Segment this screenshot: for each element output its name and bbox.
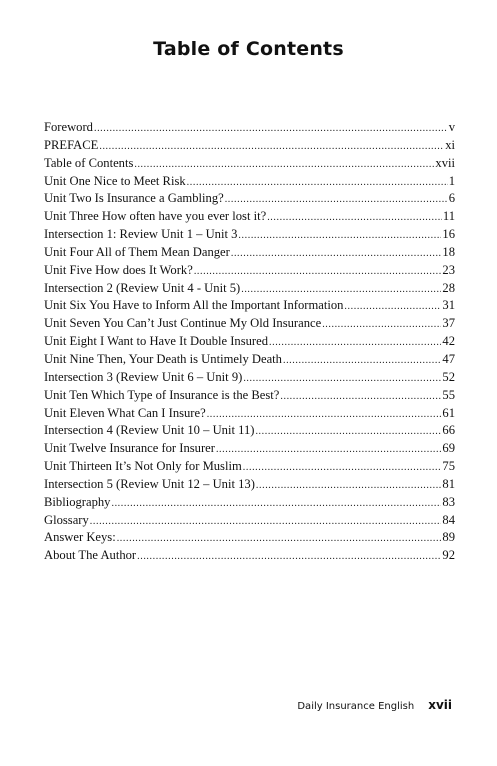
toc-entry-page-number: 81 <box>442 476 455 491</box>
toc-entry-page-number: 16 <box>442 227 455 242</box>
toc-entry[interactable] <box>44 440 455 458</box>
toc-entry-title: Intersection 5 (Review Unit 12 – Unit 13) <box>44 476 255 491</box>
toc-entry-page-number: 31 <box>442 298 455 313</box>
dot-leader <box>207 406 442 424</box>
toc-entry[interactable] <box>44 333 455 351</box>
toc-entry[interactable] <box>44 297 455 315</box>
dot-leader <box>216 441 441 459</box>
toc-entry-page-number: 55 <box>442 387 455 402</box>
dot-leader <box>99 138 444 156</box>
toc-entry[interactable] <box>44 155 455 173</box>
toc-entry[interactable] <box>44 387 455 405</box>
toc-entry-title: Intersection 3 (Review Unit 6 – Unit 9) <box>44 369 243 384</box>
toc-entry-title: Unit Twelve Insurance for Insurer <box>44 441 215 456</box>
dot-leader <box>243 370 441 388</box>
dot-leader <box>231 245 442 263</box>
toc-entry-title: Unit Seven You Can’t Just Continue My Old Insurance <box>44 316 322 331</box>
toc-entry-title: Intersection 2 (Review Unit 4 - Unit 5) <box>44 280 241 295</box>
toc-entry-page-number: 37 <box>442 316 455 331</box>
toc-entry[interactable] <box>44 244 455 262</box>
dot-leader <box>241 281 441 299</box>
toc-entry-page-number: 61 <box>442 405 455 420</box>
toc-entry-title: PREFACE <box>44 137 99 152</box>
toc-entry-page-number: 1 <box>448 173 455 188</box>
dot-leader <box>225 191 448 209</box>
toc-entry-title: Unit Nine Then, Your Death is Untimely Death <box>44 351 282 366</box>
dot-leader <box>344 298 441 316</box>
toc-entry-page-number: 18 <box>442 244 455 259</box>
toc-entry-title: Unit Ten Which Type of Insurance is the Best? <box>44 387 280 402</box>
toc-entry-page-number: 84 <box>442 512 455 527</box>
toc-entry[interactable] <box>44 529 455 547</box>
dot-leader <box>267 209 442 227</box>
toc-entry-page-number: xvii <box>435 155 455 170</box>
dot-leader <box>243 459 442 477</box>
toc-entry-title: Intersection 1: Review Unit 1 – Unit 3 <box>44 227 238 242</box>
dot-leader <box>269 334 441 352</box>
dot-leader <box>94 120 448 138</box>
toc-entry-page-number: 23 <box>442 262 455 277</box>
toc-entry-title: Unit Eleven What Can I Insure? <box>44 405 206 420</box>
toc-entry[interactable] <box>44 173 455 191</box>
toc-entry-page-number: 92 <box>442 548 455 563</box>
toc-entry[interactable] <box>44 262 455 280</box>
dot-leader <box>117 530 442 548</box>
toc-entry-title: Unit Eight I Want to Have It Double Insured <box>44 334 268 349</box>
toc-entry-title: About The Author <box>44 548 137 563</box>
toc-entry[interactable] <box>44 458 455 476</box>
toc-entry[interactable] <box>44 351 455 369</box>
toc-entry[interactable] <box>44 422 455 440</box>
dot-leader <box>283 352 441 370</box>
dot-leader <box>134 156 434 174</box>
toc-entry-title: Unit Six You Have to Inform All the Important Information <box>44 298 344 313</box>
toc-entry-page-number: 75 <box>442 459 455 474</box>
toc-entry-title: Table of Contents <box>44 155 134 170</box>
page-footer <box>297 698 452 712</box>
toc-entry[interactable] <box>44 190 455 208</box>
footer-book-title: Daily Insurance English <box>297 701 415 712</box>
toc-entry-page-number: xi <box>445 137 455 152</box>
toc-entry-title: Foreword <box>44 120 93 134</box>
toc-entry[interactable] <box>44 119 455 137</box>
dot-leader <box>322 316 441 334</box>
toc-entry-title: Unit One Nice to Meet Risk <box>44 173 186 188</box>
toc-entry[interactable] <box>44 369 455 387</box>
toc-entry-title: Unit Five How does It Work? <box>44 262 193 277</box>
toc-entry-title: Glossary <box>44 512 89 527</box>
dot-leader <box>187 174 448 192</box>
toc-entry-page-number: v <box>448 120 455 134</box>
toc-entry[interactable] <box>44 137 455 155</box>
toc-entry[interactable] <box>44 226 455 244</box>
toc-list <box>44 119 455 565</box>
toc-entry-page-number: 66 <box>442 423 455 438</box>
toc-entry-title: Unit Thirteen It’s Not Only for Muslim <box>44 459 242 474</box>
toc-entry-page-number: 11 <box>442 209 455 224</box>
toc-entry[interactable] <box>44 280 455 298</box>
toc-entry-page-number: 89 <box>442 530 455 545</box>
dot-leader <box>194 263 442 281</box>
toc-entry-page-number: 47 <box>442 351 455 366</box>
dot-leader <box>137 548 441 566</box>
toc-entry-title: Unit Three How often have you ever lost it? <box>44 209 267 224</box>
toc-entry-page-number: 83 <box>442 494 455 509</box>
page-title: Table of Contents <box>153 38 344 60</box>
toc-entry-title: Unit Four All of Them Mean Danger <box>44 244 230 259</box>
dot-leader <box>280 388 441 406</box>
toc-entry-title: Answer Keys: <box>44 530 116 545</box>
toc-entry-title: Bibliography <box>44 494 111 509</box>
toc-entry[interactable] <box>44 512 455 530</box>
toc-entry-page-number: 6 <box>448 191 455 206</box>
toc-entry-page-number: 28 <box>442 280 455 295</box>
dot-leader <box>111 495 441 513</box>
dot-leader <box>255 423 441 441</box>
toc-entry[interactable] <box>44 494 455 512</box>
footer-page-number: xvii <box>428 698 452 712</box>
dot-leader <box>256 477 442 495</box>
toc-entry-page-number: 69 <box>442 441 455 456</box>
toc-entry[interactable] <box>44 315 455 333</box>
dot-leader <box>238 227 441 245</box>
toc-entry[interactable] <box>44 208 455 226</box>
toc-entry-title: Intersection 4 (Review Unit 10 – Unit 11) <box>44 423 255 438</box>
toc-entry-page-number: 42 <box>442 334 455 349</box>
toc-entry[interactable] <box>44 547 455 565</box>
toc-entry[interactable] <box>44 476 455 494</box>
toc-entry[interactable] <box>44 405 455 423</box>
dot-leader <box>90 513 442 531</box>
toc-entry-page-number: 52 <box>442 369 455 384</box>
toc-entry-title: Unit Two Is Insurance a Gambling? <box>44 191 224 206</box>
